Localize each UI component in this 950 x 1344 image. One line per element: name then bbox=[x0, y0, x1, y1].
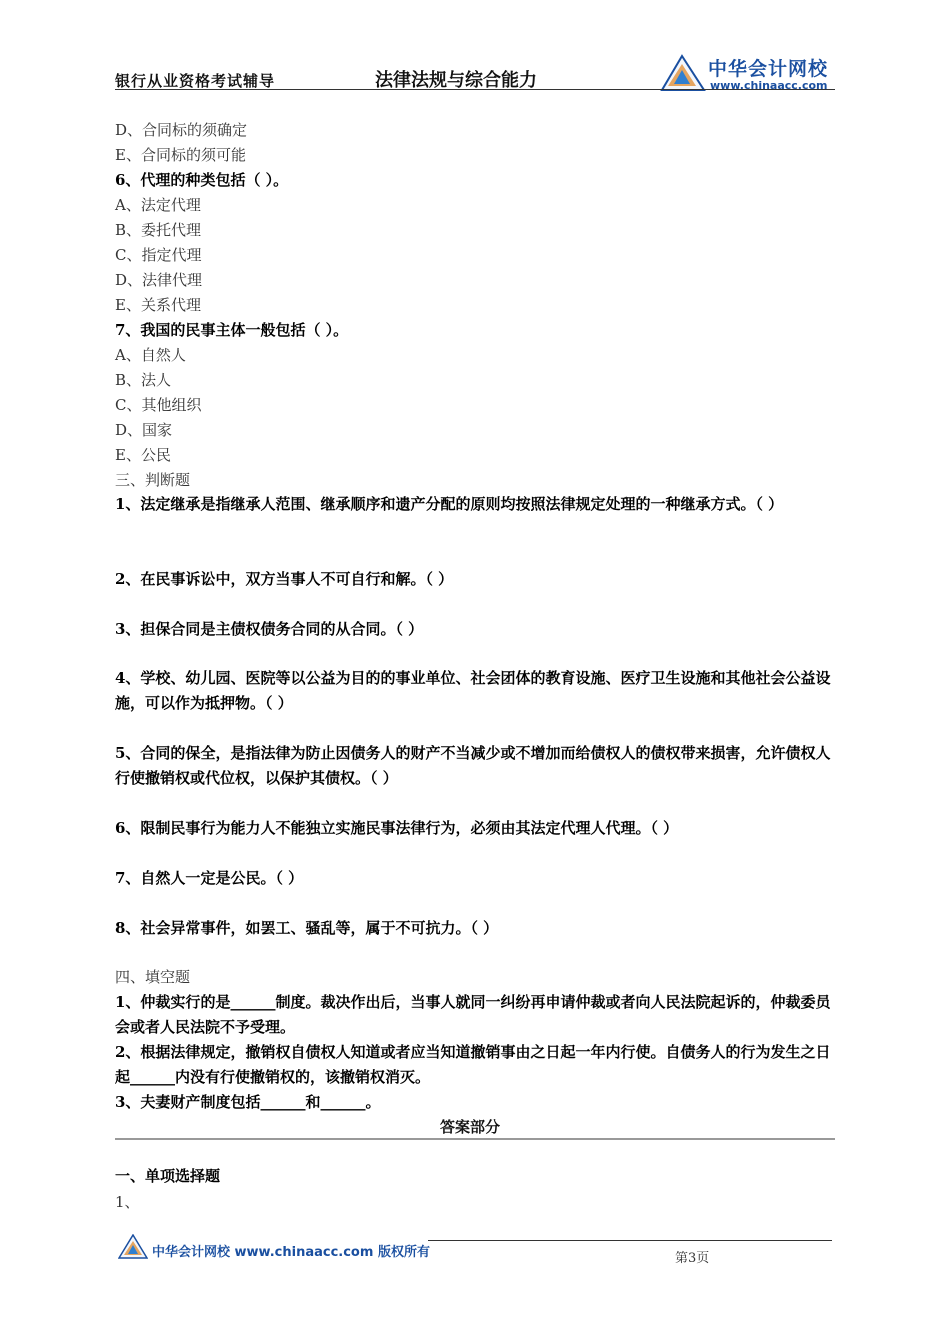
question-6: 6、代理的种类包括（ ）。 bbox=[115, 171, 289, 189]
option-line: C、其他组织 bbox=[115, 396, 202, 414]
option-line: B、委托代理 bbox=[115, 221, 202, 239]
section-heading: 四、填空题 bbox=[115, 968, 191, 986]
judgment-3: 3、担保合同是主债权债务合同的从合同。（ ） bbox=[115, 620, 424, 638]
option-line: D、合同标的须确定 bbox=[115, 121, 248, 139]
answer-section-title: 答案部分 bbox=[440, 1118, 501, 1136]
option-line: A、自然人 bbox=[115, 346, 186, 364]
option-line: E、合同标的须可能 bbox=[115, 146, 246, 164]
question-7: 7、我国的民事主体一般包括（ ）。 bbox=[115, 321, 349, 339]
option-line: D、国家 bbox=[115, 421, 173, 439]
answer-rule bbox=[115, 1138, 835, 1140]
option-line: E、关系代理 bbox=[115, 296, 201, 314]
header-rule bbox=[115, 89, 835, 90]
fill-blank-1: 1、仲裁实行的是______制度。裁决作出后，当事人就同一纠纷再申请仲裁或者向人民法院起诉的，仲裁委员会或者人民法院不予受理。 bbox=[115, 993, 831, 1036]
header-left-title: 银行从业资格考试辅导 bbox=[115, 72, 276, 90]
judgment-7: 7、自然人一定是公民。（ ） bbox=[115, 869, 304, 887]
header-center-title: 法律法规与综合能力 bbox=[375, 70, 537, 91]
brand-url: www.chinaacc.com bbox=[710, 79, 828, 92]
option-line: D、法律代理 bbox=[115, 271, 203, 289]
option-line: C、指定代理 bbox=[115, 246, 202, 264]
brand-name: 中华会计网校 bbox=[708, 58, 829, 80]
page-number: 第3页 bbox=[675, 1251, 710, 1266]
judgment-2: 2、在民事诉讼中，双方当事人不可自行和解。（ ） bbox=[115, 570, 454, 588]
judgment-4: 4、学校、幼儿园、医院等以公益为目的的事业单位、社会团体的教育设施、医疗卫生设施和其他社会公益设施，可以作为抵押物。（ ） bbox=[115, 669, 831, 712]
judgment-8: 8、社会异常事件，如罢工、骚乱等，属于不可抗力。（ ） bbox=[115, 919, 499, 937]
footer-rule bbox=[428, 1240, 832, 1241]
footer-copyright: 中华会计网校 www.chinaacc.com 版权所有 bbox=[152, 1245, 430, 1260]
section-heading: 三、判断题 bbox=[115, 471, 191, 489]
fill-blank-3: 3、夫妻财产制度包括______和______。 bbox=[115, 1093, 381, 1111]
fill-blank-2: 2、根据法律规定，撤销权自债权人知道或者应当知道撤销事由之日起一年内行使。自债务人的行为发生之日起______内没有行使撤销权的，该撤销权消灭。 bbox=[115, 1043, 831, 1086]
judgment-5: 5、合同的保全，是指法律为防止因债务人的财产不当减少或不增加而给债权人的债权带来损害，允许债权人行使撤销权或代位权，以保护其债权。（ ） bbox=[115, 744, 831, 787]
answer-section-heading: 一、单项选择题 bbox=[115, 1167, 221, 1185]
judgment-6: 6、限制民事行为能力人不能独立实施民事法律行为，必须由其法定代理人代理。（ ） bbox=[115, 819, 679, 837]
footer-logo-icon bbox=[118, 1234, 148, 1260]
option-line: E、公民 bbox=[115, 446, 171, 464]
option-line: B、法人 bbox=[115, 371, 172, 389]
judgment-1: 1、法定继承是指继承人范围、继承顺序和遗产分配的原则均按照法律规定处理的一种继承方式。（ ） bbox=[115, 495, 784, 513]
answer-item: 1、 bbox=[115, 1193, 140, 1211]
option-line: A、法定代理 bbox=[115, 196, 201, 214]
triangle-logo-icon bbox=[660, 54, 706, 94]
